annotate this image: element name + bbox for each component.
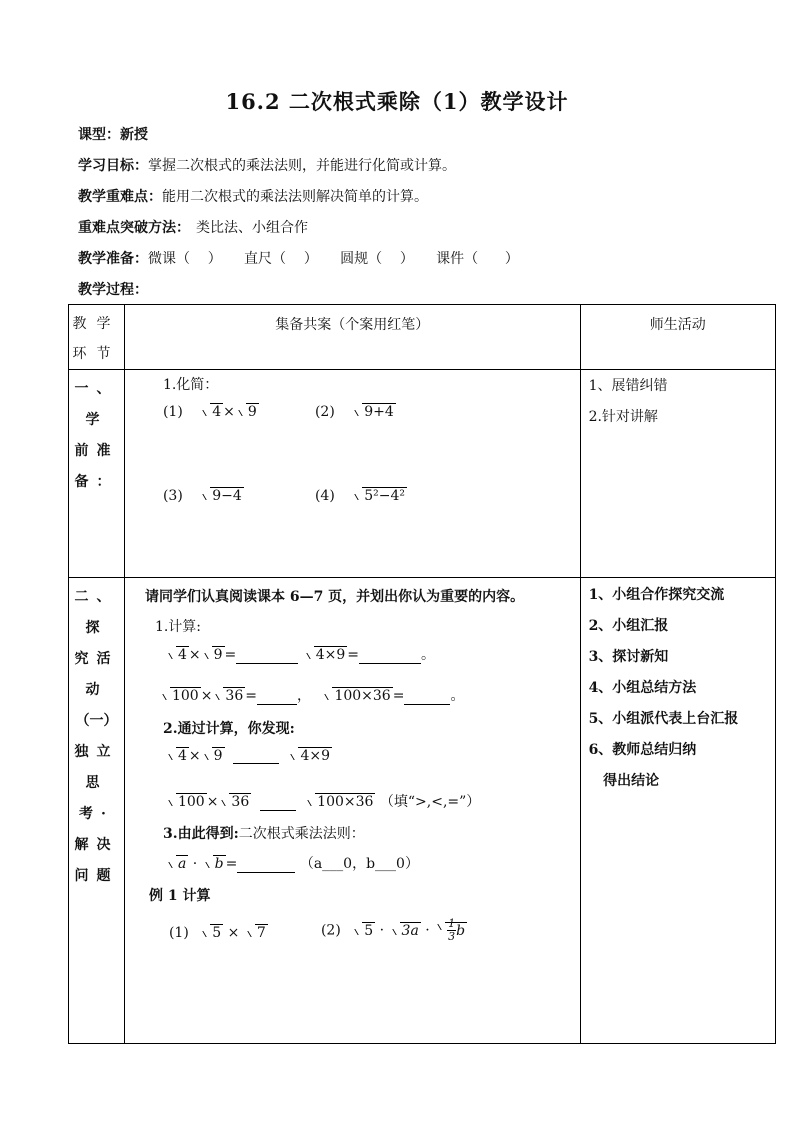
answer-blank[interactable] — [236, 649, 298, 664]
problem-label: (1) — [168, 925, 189, 941]
compare-blank[interactable] — [233, 749, 279, 764]
radicand: 5²−4² — [364, 488, 406, 504]
times-sign: × — [188, 748, 201, 764]
equals-sign: = — [224, 647, 237, 663]
row1-label-line: 一、学 — [74, 381, 119, 428]
reading-instruction: 请同学们认真阅读课本 6—7 页，并划出你认为重要的内容。 — [144, 589, 525, 605]
activity-item: 6、教师总结归纳 — [588, 742, 697, 758]
radicand: 4 — [212, 404, 222, 420]
sqrt-symbol — [391, 923, 421, 939]
problem-3 — [163, 488, 244, 504]
row2-label-line: 考· — [79, 806, 114, 822]
sqrt-symbol — [353, 404, 396, 420]
sqrt-symbol — [167, 647, 189, 663]
meta-lesson-type — [78, 126, 148, 144]
row2-label-line: 思 — [85, 775, 108, 791]
row2-content — [124, 578, 580, 1044]
fraction-numerator: 1 — [448, 917, 456, 930]
radicand: 100×36 — [334, 688, 391, 704]
meta-prep — [78, 250, 519, 268]
activity-item: 1、小组合作探究交流 — [588, 587, 725, 603]
sqrt-symbol — [323, 688, 392, 704]
sqrt-symbol — [161, 688, 201, 704]
header-stage-line1: 教学 — [72, 316, 121, 332]
table-row-preparation — [69, 370, 776, 578]
row2-label — [69, 578, 125, 1044]
radicand: a — [177, 856, 187, 872]
radicand: 9 — [213, 647, 223, 663]
sqrt-symbol — [167, 748, 189, 764]
row2-label-line: 动 — [85, 682, 108, 698]
sqrt-symbol — [353, 923, 375, 939]
sqrt-symbol — [203, 748, 225, 764]
meta-key — [78, 188, 428, 206]
sqrt-symbol — [436, 918, 467, 943]
radicand: 4 — [177, 647, 187, 663]
dot-sign: · — [425, 922, 430, 939]
sqrt-symbol — [167, 856, 188, 872]
meta-method — [78, 219, 308, 237]
radicand: 100 — [171, 688, 199, 704]
row1-label-line: 备： — [74, 474, 119, 490]
rule-heading: 3.由此得到: — [162, 826, 239, 842]
example-heading: 例 1 计算 — [148, 888, 211, 904]
lesson-table — [68, 304, 776, 1044]
equals-sign: = — [347, 647, 359, 663]
row2-label-line: 二、探 — [74, 589, 119, 636]
variable: b — [456, 922, 466, 939]
method-label: 重难点突破方法： — [78, 220, 190, 236]
fraction-denominator: 3 — [448, 930, 456, 943]
fraction — [447, 918, 456, 943]
goal-value: 掌握二次根式的乘法法则，并能进行化简或计算。 — [148, 158, 456, 174]
radicand: 36 — [225, 688, 244, 704]
table-row-explore — [69, 578, 776, 1044]
activity-item: 2.针对讲解 — [588, 409, 658, 425]
times-sign: × — [223, 404, 235, 420]
row2-label-line: 究活 — [74, 651, 119, 667]
radicand: 5 — [364, 922, 374, 939]
method-value: 类比法、小组合作 — [196, 220, 308, 236]
dot-sign: · — [379, 922, 385, 939]
row1-activity-list — [589, 371, 668, 433]
rule-heading-line — [163, 823, 365, 843]
activity-item: 得出结论 — [588, 773, 660, 789]
example-2 — [321, 918, 467, 943]
goal-label: 学习目标： — [78, 158, 148, 174]
radicand: 36 — [231, 794, 250, 810]
sqrt-symbol — [201, 925, 223, 941]
answer-blank[interactable] — [237, 858, 295, 873]
calc-line-1 — [165, 644, 435, 664]
sqrt-symbol — [201, 404, 223, 420]
times-sign: × — [188, 647, 201, 663]
period: 。 — [421, 647, 435, 663]
sqrt-symbol — [204, 856, 226, 872]
answer-blank[interactable] — [359, 649, 421, 664]
key-value: 能用二次根式的乘法法则解决简单的计算。 — [162, 189, 428, 205]
equals-sign: = — [392, 688, 405, 704]
sqrt-symbol — [167, 794, 207, 810]
table-header-row — [69, 305, 776, 370]
row1-label-line: 前准 — [74, 443, 119, 459]
rule-text: 二次根式乘法法则： — [238, 826, 365, 842]
header-stage — [69, 305, 125, 370]
prep-value: 微课（ ） 直尺（ ） 圆规（ ） 课件（ ） — [148, 251, 519, 267]
problem-label: (4) — [314, 488, 335, 504]
meta-goal — [78, 157, 456, 175]
equals-sign: = — [245, 688, 257, 704]
row1-heading: 1.化简： — [162, 377, 219, 393]
radicand: 7 — [256, 925, 266, 941]
sqrt-symbol — [214, 688, 245, 704]
radicand: 4×9 — [300, 748, 330, 764]
sqrt-symbol — [246, 925, 268, 941]
radicand: 9 — [247, 404, 257, 420]
header-plan: 集备共案（个案用红笔） — [124, 305, 580, 370]
row2-activity-list — [589, 580, 739, 797]
equals-sign: = — [225, 856, 238, 872]
radicand: 4 — [177, 748, 187, 764]
prep-label: 教学准备： — [78, 251, 148, 267]
lesson-type-label: 课型： — [78, 127, 120, 143]
problem-4 — [315, 488, 407, 504]
sqrt-symbol — [220, 794, 251, 810]
radicand: 100×36 — [317, 794, 374, 810]
fill-hint: （填“>,<,=”） — [379, 794, 481, 810]
sqrt-symbol — [237, 404, 259, 420]
period: 。 — [450, 688, 465, 704]
times-sign: × — [206, 794, 219, 810]
rule-formula — [165, 853, 419, 873]
activity-item: 4、小组总结方法 — [588, 680, 697, 696]
problem-label: (3) — [162, 488, 183, 504]
row2-label-line: 问题 — [74, 868, 119, 884]
meta-process — [78, 281, 148, 299]
sqrt-symbol — [305, 647, 348, 663]
activity-item: 5、小组派代表上台汇报 — [588, 711, 739, 727]
row2-activities — [580, 578, 775, 1044]
compare-line-1 — [165, 748, 332, 764]
dot-sign: · — [192, 856, 198, 872]
answer-blank[interactable] — [404, 690, 450, 705]
row1-label — [69, 370, 125, 578]
times-sign: × — [227, 925, 240, 941]
sqrt-symbol — [353, 488, 407, 504]
compare-blank[interactable] — [260, 796, 296, 811]
page-title: 16.2 二次根式乘除（1）教学设计 — [225, 89, 569, 114]
problem-label: (2) — [320, 922, 341, 939]
rule-condition: （a___0，b___0） — [299, 856, 419, 872]
radicand: 5 — [212, 925, 222, 941]
activity-item: 2、小组汇报 — [588, 618, 669, 634]
key-label: 教学重难点： — [78, 189, 162, 205]
sqrt-symbol — [203, 647, 225, 663]
comma: ， — [296, 688, 311, 704]
example-1 — [169, 925, 268, 941]
problem-label: (1) — [162, 404, 183, 420]
radicand: 9−4 — [212, 488, 242, 504]
sqrt-symbol — [306, 794, 375, 810]
activity-item: 1、展错纠错 — [588, 378, 668, 394]
times-sign: × — [200, 688, 213, 704]
problem-2 — [315, 404, 396, 420]
radicand: b — [214, 856, 224, 872]
radicand: 3a — [401, 922, 419, 939]
row1-content — [124, 370, 580, 578]
row2-label-line: （一） — [75, 713, 118, 729]
calc-heading: 1.计算: — [154, 619, 202, 635]
problem-1 — [163, 404, 259, 420]
row2-label-line: 解决 — [74, 837, 119, 853]
answer-blank[interactable] — [257, 690, 297, 705]
radicand: 4×9 — [315, 647, 346, 663]
radicand: 100 — [177, 794, 205, 810]
header-stage-line2: 环节 — [72, 346, 121, 362]
activity-item: 3、探讨新知 — [588, 649, 669, 665]
sqrt-symbol — [289, 748, 332, 764]
row1-activities — [580, 370, 775, 578]
radicand — [445, 917, 467, 943]
discover-heading: 2.通过计算，你发现: — [162, 721, 295, 737]
process-label: 教学过程： — [78, 282, 148, 298]
row2-label-line: 独立 — [74, 744, 119, 760]
sqrt-symbol — [201, 488, 244, 504]
problem-label: (2) — [314, 404, 335, 420]
radicand: 9 — [213, 748, 223, 764]
header-activity: 师生活动 — [580, 305, 775, 370]
calc-line-2 — [159, 685, 465, 705]
radicand: 9+4 — [364, 404, 394, 420]
compare-line-2 — [165, 791, 480, 811]
lesson-type-value: 新授 — [120, 127, 148, 143]
